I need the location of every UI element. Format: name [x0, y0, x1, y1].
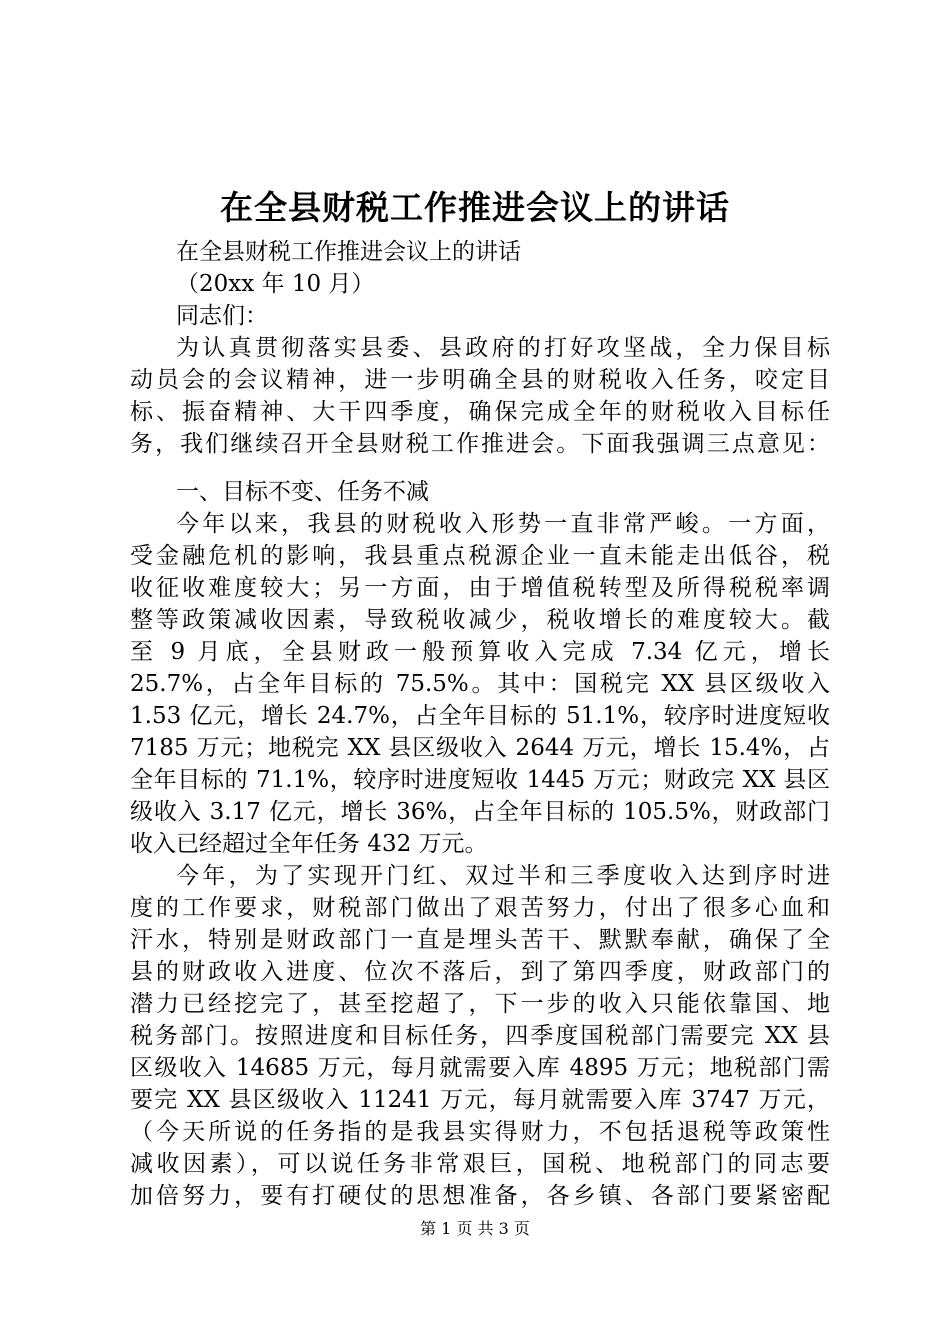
paragraph-revenue: [130, 508, 830, 860]
paragraph-line: 整等政策减收因素，导致税收减少，税收增长的难度较大。截: [130, 607, 830, 633]
paragraph-line: 25.7%，占全年目标的 75.5%。其中：国税完 XX 县区级收入: [130, 671, 830, 697]
paragraph-line: 县的财政收入进度、位次不落后，到了第四季度，财政部门的: [130, 959, 830, 985]
paragraph-line: 7185 万元；地税完 XX 县区级收入 2644 万元，增长 15.4%，占: [130, 735, 830, 761]
subtitle: 在全县财税工作推进会议上的讲话: [176, 239, 521, 265]
salutation: 同志们：: [176, 303, 268, 329]
date-line: （20xx 年 10 月）: [176, 271, 375, 297]
paragraph-line: 汗水，特别是财政部门一直是埋头苦干、默默奉献，确保了全: [130, 927, 830, 953]
page-footer: 第 1 页 共 3 页: [420, 1219, 530, 1238]
paragraph-line: 今年，为了实现开门红、双过半和三季度收入达到序时进: [176, 863, 830, 889]
paragraph-line: （今天所说的任务指的是我县实得财力，不包括退税等政策性: [130, 1119, 830, 1145]
paragraph-line: 1.53 亿元，增长 24.7%，占全年目标的 51.1%，较序时进度短收: [130, 703, 830, 729]
paragraph-line: 区级收入 14685 万元，每月就需要入库 4895 万元；地税部门需: [130, 1055, 830, 1081]
paragraph-line: 收入已经超过全年任务 432 万元。: [130, 831, 488, 857]
paragraph-intro: [130, 332, 830, 460]
paragraph-line: 今年以来，我县的财税收入形势一直非常严峻。一方面，: [176, 511, 830, 537]
paragraph-line: 潜力已经挖完了，甚至挖超了，下一步的收入只能依靠国、地: [130, 991, 830, 1017]
paragraph-line: 度的工作要求，财税部门做出了艰苦努力，付出了很多心血和: [130, 895, 830, 921]
paragraph-line: 动员会的会议精神，进一步明确全县的财税收入任务，咬定目: [130, 367, 830, 393]
paragraph-line: 减收因素），可以说任务非常艰巨，国税、地税部门的同志要: [130, 1151, 830, 1177]
paragraph-line: 受金融危机的影响，我县重点税源企业一直未能走出低谷，税: [130, 543, 830, 569]
paragraph-line: 全年目标的 71.1%，较序时进度短收 1445 万元；财政完 XX 县区: [130, 767, 830, 793]
paragraph-line: 加倍努力，要有打硬仗的思想准备，各乡镇、各部门要紧密配: [130, 1183, 830, 1209]
paragraph-line: 级收入 3.17 亿元，增长 36%，占全年目标的 105.5%，财政部门: [130, 799, 830, 825]
paragraph-line: 收征收难度较大；另一方面，由于增值税转型及所得税税率调: [130, 575, 830, 601]
paragraph-line: 务，我们继续召开全县财税工作推进会。下面我强调三点意见：: [130, 431, 830, 457]
page-title: 在全县财税工作推进会议上的讲话: [220, 188, 730, 227]
paragraph-line: 为认真贯彻落实县委、县政府的打好攻坚战，全力保目标: [176, 335, 830, 361]
paragraph-line: 至 9 月底，全县财政一般预算收入完成 7.34 亿元，增长: [130, 639, 830, 665]
paragraph-tasks: [130, 860, 830, 1212]
document-body: [130, 236, 830, 1212]
paragraph-line: 要完 XX 县区级收入 11241 万元，每月就需要入库 3747 万元，: [130, 1087, 830, 1113]
paragraph-line: 税务部门。按照进度和目标任务，四季度国税部门需要完 XX 县: [130, 1023, 830, 1049]
paragraph-line: 标、振奋精神、大干四季度，确保完成全年的财税收入目标任: [130, 399, 830, 425]
section-heading: 一、目标不变、任务不减: [176, 479, 429, 505]
